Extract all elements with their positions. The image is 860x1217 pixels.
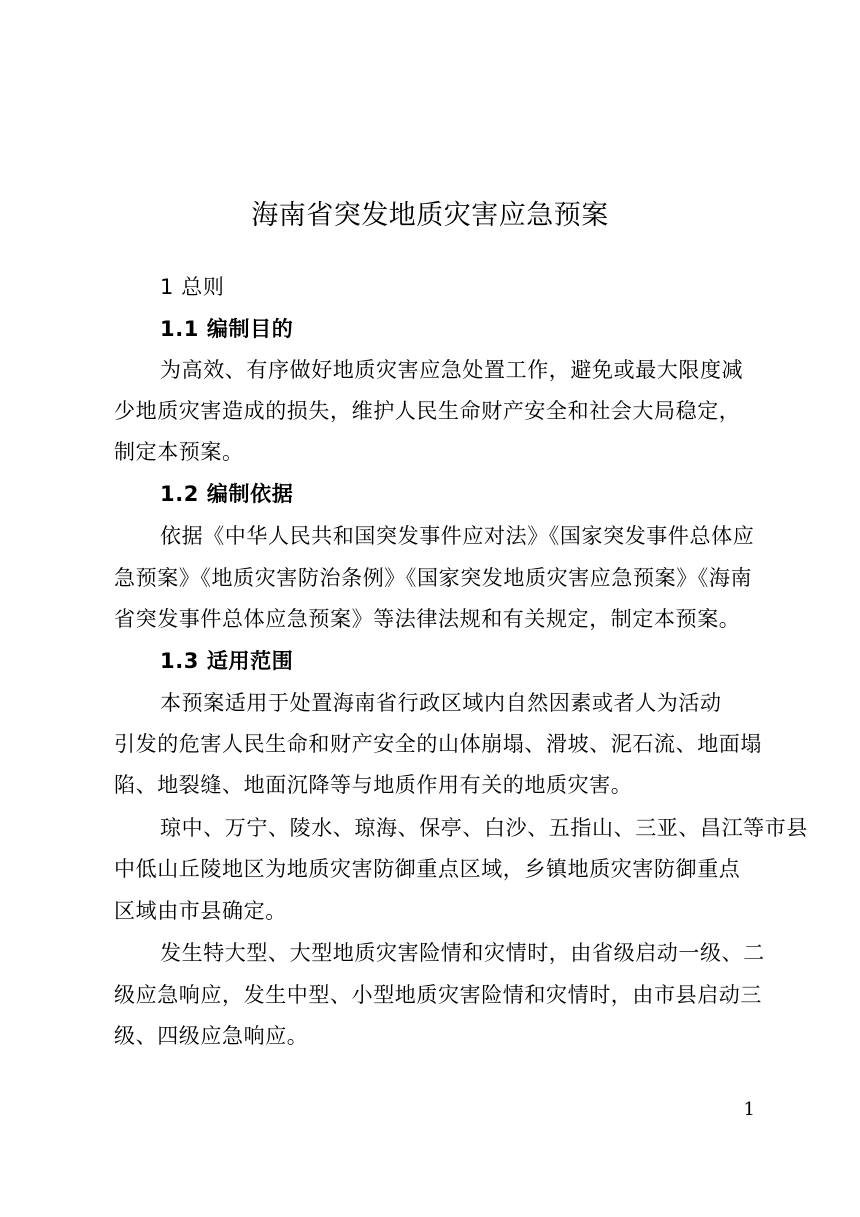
paragraph-line: 为高效、有序做好地质灾害应急处置工作，避免或最大限度减 — [160, 358, 744, 382]
section-heading-basis: 1.2 编制依据 — [160, 482, 294, 506]
paragraph-line: 区域由市县确定。 — [114, 899, 287, 923]
paragraph-line: 发生特大型、大型地质灾害险情和灾情时，由省级启动一级、二 — [160, 941, 765, 965]
paragraph-line: 陷、地裂缝、地面沉降等与地质作用有关的地质灾害。 — [114, 773, 633, 797]
paragraph-line: 琼中、万宁、陵水、琼海、保亭、白沙、五指山、三亚、昌江等市县 — [160, 816, 808, 840]
paragraph-line: 制定本预案。 — [114, 440, 244, 464]
section-heading-general: 1 总则 — [160, 275, 225, 299]
page-number: 1 — [743, 1099, 755, 1120]
paragraph-line: 少地质灾害造成的损失，维护人民生命财产安全和社会大局稳定， — [114, 399, 741, 423]
paragraph-line: 省突发事件总体应急预案》等法律法规和有关规定，制定本预案。 — [114, 607, 741, 631]
paragraph-line: 本预案适用于处置海南省行政区域内自然因素或者人为活动 — [160, 691, 722, 715]
section-heading-purpose: 1.1 编制目的 — [160, 317, 294, 341]
section-heading-scope: 1.3 适用范围 — [160, 649, 294, 673]
paragraph-line: 中低山丘陵地区为地质灾害防御重点区域，乡镇地质灾害防御重点 — [114, 857, 741, 881]
paragraph-line: 依据《中华人民共和国突发事件应对法》《国家突发事件总体应 — [160, 524, 755, 548]
paragraph-line: 急预案》《地质灾害防治条例》《国家突发地质灾害应急预案》《海南 — [114, 566, 753, 590]
paragraph-line: 引发的危害人民生命和财产安全的山体崩塌、滑坡、泥石流、地面塌 — [114, 732, 762, 756]
document-title: 海南省突发地质灾害应急预案 — [251, 200, 609, 231]
paragraph-line: 级应急响应，发生中型、小型地质灾害险情和灾情时，由市县启动三 — [114, 983, 762, 1007]
paragraph-line: 级、四级应急响应。 — [114, 1024, 309, 1048]
